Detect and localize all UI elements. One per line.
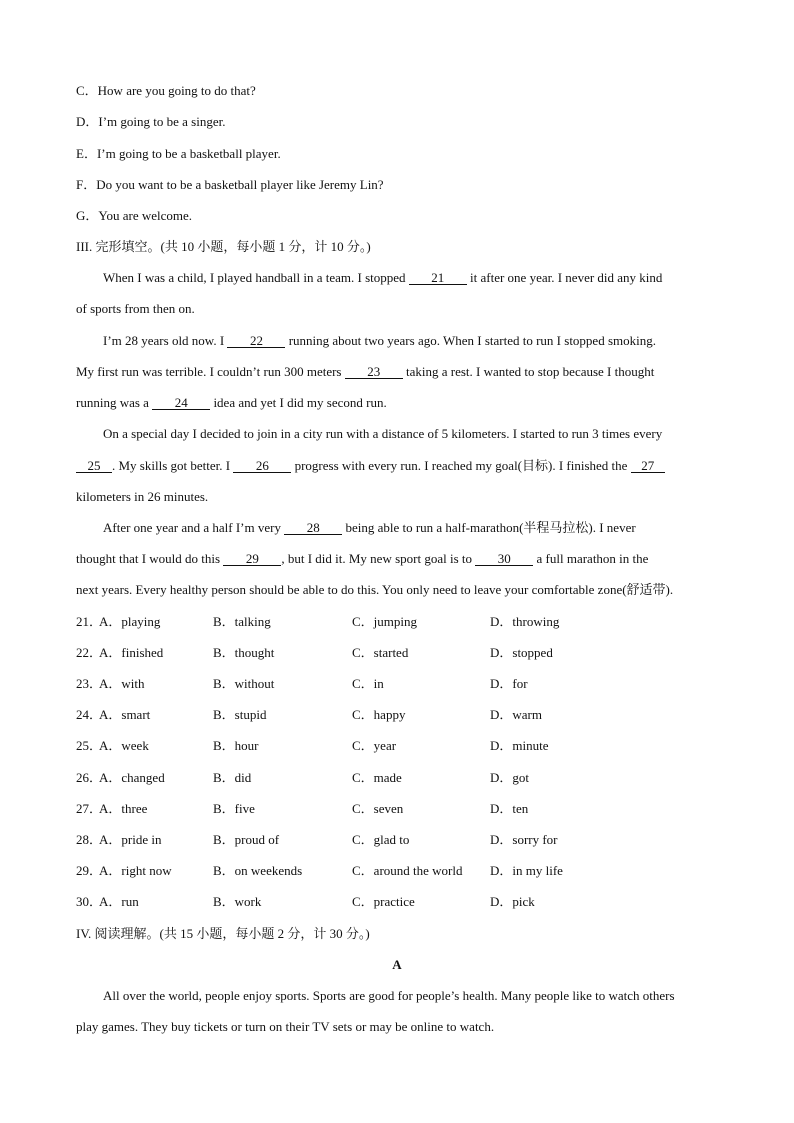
choice-number: 27． (76, 801, 103, 816)
choice-row (0, 614, 794, 630)
choice-c: C．jumping (352, 614, 418, 629)
passage-line (76, 458, 665, 474)
passage-text: progress with every run. I reached my goal(目标). I finished the (291, 458, 631, 473)
passage-line: kilometers in 26 minutes. (76, 489, 209, 504)
choice-number: 24． (76, 707, 103, 722)
choice-number: 25． (76, 738, 103, 753)
passage-line (76, 364, 654, 380)
choice-c: C．made (352, 770, 402, 785)
passage-line (103, 270, 662, 286)
choice-c: C．year (352, 738, 397, 753)
passage-text: taking a rest. I wanted to stop because I thought (402, 364, 655, 379)
choice-a: A．run (99, 894, 139, 909)
passage-line (76, 551, 648, 567)
blank-30: 30 (475, 552, 533, 566)
reading-line: All over the world, people enjoy sports. Sports are good for people’s health. Many people like to watch others (103, 988, 675, 1003)
choice-number: 23． (76, 676, 103, 691)
passage-text: being able to run a half-marathon(半程马拉松). I never (342, 520, 636, 535)
passage-line: of sports from then on. (76, 301, 195, 316)
passage-text: running was a (76, 395, 153, 410)
choice-d: D．got (490, 770, 530, 785)
blank-29: 29 (223, 552, 281, 566)
passage-line (103, 333, 656, 349)
choice-c: C．seven (352, 801, 404, 816)
passage-text: running about two years ago. When I started to run I stopped smoking. (285, 333, 656, 348)
choice-b: B．without (213, 676, 275, 691)
choice-d: D．sorry for (490, 832, 558, 847)
passage-text: it after one year. I never did any kind (466, 270, 663, 285)
choice-b: B．talking (213, 614, 271, 629)
passage-line: next years. Every healthy person should be able to do this. You only need to leave your comfortable zone(舒适带). (76, 582, 674, 597)
option-d: D．I’m going to be a singer. (76, 114, 226, 129)
choice-a: A．changed (99, 770, 165, 785)
choice-number: 28． (76, 832, 103, 847)
choice-row (0, 894, 794, 910)
passage-text: After one year and a half I’m very (103, 520, 285, 535)
section-4-header: IV. 阅读理解。(共 15 小题，每小题 2 分，计 30 分。) (76, 926, 370, 941)
choice-number: 29． (76, 863, 103, 878)
choice-d: D．throwing (490, 614, 560, 629)
choice-a: A．smart (99, 707, 151, 722)
choice-row (0, 832, 794, 848)
reading-line: play games. They buy tickets or turn on their TV sets or may be online to watch. (76, 1019, 495, 1034)
choice-b: B．stupid (213, 707, 267, 722)
choice-c: C．around the world (352, 863, 463, 878)
choice-d: D．ten (490, 801, 529, 816)
blank-22: 22 (227, 334, 285, 348)
choice-a: A．finished (99, 645, 164, 660)
blank-24: 24 (152, 396, 210, 410)
option-g: G．You are welcome. (76, 208, 193, 223)
choice-c: C．glad to (352, 832, 410, 847)
choice-a: A．pride in (99, 832, 162, 847)
choice-a: A．with (99, 676, 145, 691)
passage-line: On a special day I decided to join in a city run with a distance of 5 kilometers. I started to run 3 times every (103, 426, 663, 441)
choice-b: B．did (213, 770, 252, 785)
choice-d: D．pick (490, 894, 535, 909)
option-f: F．Do you want to be a basketball player like Jeremy Lin? (76, 177, 384, 192)
choice-row (0, 738, 794, 754)
reading-title: A (392, 957, 402, 972)
choice-c: C．happy (352, 707, 406, 722)
blank-25: 25 (76, 459, 112, 473)
choice-row (0, 707, 794, 723)
choice-a: A．right now (99, 863, 172, 878)
choice-a: A．playing (99, 614, 161, 629)
choice-a: A．three (99, 801, 148, 816)
passage-line (103, 520, 636, 536)
choice-c: C．in (352, 676, 384, 691)
choice-d: D．warm (490, 707, 542, 722)
choice-row (0, 676, 794, 692)
blank-21: 21 (409, 271, 467, 285)
choice-row (0, 863, 794, 879)
choice-b: B．five (213, 801, 255, 816)
choice-c: C．started (352, 645, 409, 660)
choice-b: B．proud of (213, 832, 280, 847)
choice-b: B．on weekends (213, 863, 303, 878)
choice-number: 30． (76, 894, 103, 909)
passage-text: My first run was terrible. I couldn’t run 300 meters (76, 364, 345, 379)
choice-c: C．practice (352, 894, 415, 909)
choice-d: D．for (490, 676, 528, 691)
option-e: E．I’m going to be a basketball player. (76, 146, 281, 161)
choice-d: D．minute (490, 738, 549, 753)
passage-text: I’m 28 years old now. I (103, 333, 228, 348)
choice-number: 26． (76, 770, 103, 785)
section-3-header: III. 完形填空。(共 10 小题，每小题 1 分，计 10 分。) (76, 239, 371, 254)
passage-text: thought that I would do this (76, 551, 224, 566)
choice-row (0, 645, 794, 661)
choice-d: D．in my life (490, 863, 563, 878)
blank-27: 27 (631, 459, 665, 473)
blank-26: 26 (233, 459, 291, 473)
passage-text: a full marathon in the (533, 551, 649, 566)
choice-row (0, 770, 794, 786)
passage-line (76, 395, 387, 411)
blank-23: 23 (345, 365, 403, 379)
choice-a: A．week (99, 738, 149, 753)
choice-b: B．hour (213, 738, 259, 753)
passage-text: When I was a child, I played handball in a team. I stopped (103, 270, 409, 285)
choice-d: D．stopped (490, 645, 553, 660)
choice-row (0, 801, 794, 817)
choice-b: B．work (213, 894, 262, 909)
blank-28: 28 (284, 521, 342, 535)
choice-number: 21． (76, 614, 103, 629)
passage-text: idea and yet I did my second run. (210, 395, 387, 410)
option-c: C．How are you going to do that? (76, 83, 256, 98)
choice-number: 22． (76, 645, 103, 660)
passage-text: . My skills got better. I (112, 458, 234, 473)
choice-b: B．thought (213, 645, 275, 660)
passage-text: , but I did it. My new sport goal is to (281, 551, 476, 566)
